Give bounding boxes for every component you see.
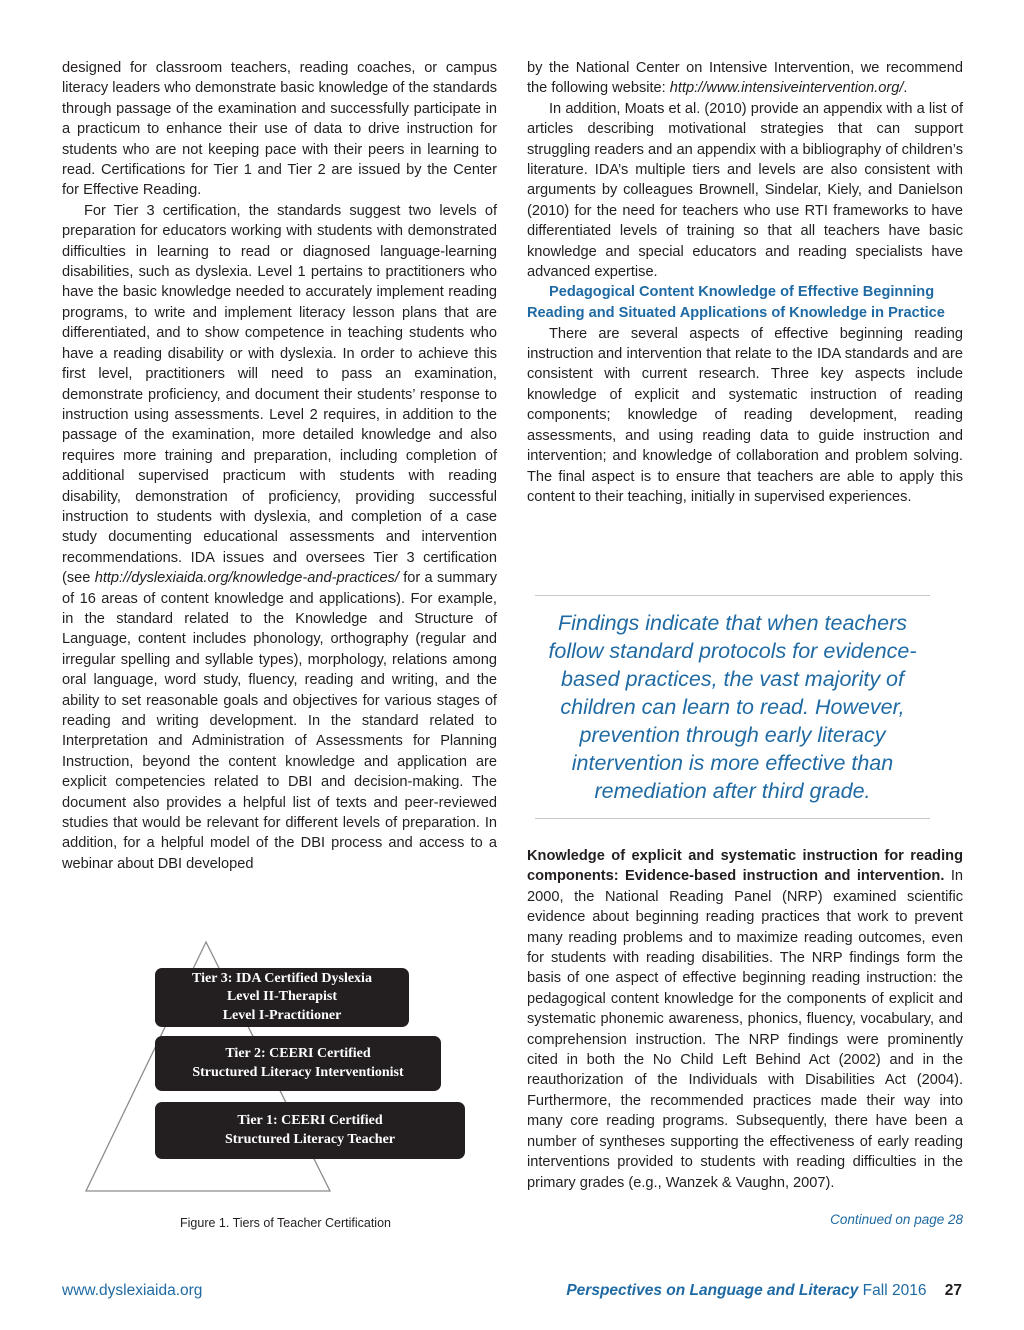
- right-paragraph-2: In addition, Moats et al. (2010) provide an appendix with a list of articles describing motivational strategies that can support struggling readers and an appendix with a bibliography of children’s literature. IDA’s multiple tiers and levels are also consistent with arguments by colleagues Brownell, Sindelar, Kiely, and Danielson (2010) for the need for teachers who use RTI frameworks to have differentiated levels of training so that all teachers have basic knowledge and special educators and reading specialists have advanced expertise.: [527, 100, 963, 281]
- tier-2-line-1: Tier 2: CEERI Certified: [225, 1046, 371, 1061]
- tier-1-box: [155, 1102, 465, 1159]
- left-paragraph-2-text-b: for a summary of 16 areas of content knowledge and applications). For example, in the standard related to the Knowledge and Structure of Language, content includes phonology, orthography (regular and irregular spelling and syllable types), morphology, relations among oral language, word study, fluency, reading and writing, and the ability to set reasonable goals and objectives for various stages of reading and writing development. In the standard related to Interpretation and Administration of Assessments for Planning Instruction, beyond the content knowledge and application are explicit competencies related to DBI and decision-making. The document also provides a helpful list of texts and peer-reviewed studies that would be relevant for different levels of preparation. In addition, for a helpful model of the DBI process and access to a webinar about DBI developed: [62, 570, 497, 872]
- tier-3-line-2: Level II-Therapist: [226, 989, 338, 1005]
- tier-3-box: [155, 968, 409, 1027]
- footer-website[interactable]: www.dyslexiaida.org: [62, 1282, 203, 1299]
- left-column: [62, 58, 497, 874]
- journal-issue: Fall 2016: [862, 1282, 927, 1299]
- tiers-figure: [84, 940, 484, 1200]
- subsection: [527, 846, 963, 1193]
- left-paragraph-1: designed for classroom teachers, reading coaches, or campus literacy leaders who demonstrate basic knowledge of the standards through passage of the examination and successfully participate in a practicum to enhance their use of data to drive instruction for students who are not keeping pace with their peers in learning to read. Certifications for Tier 1 and Tier 2 are issued by the Center for Effective Reading.: [62, 60, 497, 199]
- right-paragraph-3: There are several aspects of effective beginning reading instruction and intervention that relate to the IDA standards and are consistent with current research. Three key aspects include knowledge of explicit and systematic instruction of reading components; knowledge of reading development, reading assessments, and using reading data to guide instruction and intervention; and knowledge of collaboration and problem solving. The final aspect is to ensure that teachers are able to apply this content to their teaching, initially in supervised experiences.: [527, 325, 963, 505]
- tier-2-box: [155, 1036, 441, 1091]
- tier-1-line-1: Tier 1: CEERI Certified: [237, 1113, 383, 1128]
- figure-caption: Figure 1. Tiers of Teacher Certification: [180, 1216, 391, 1230]
- ida-knowledge-link[interactable]: http://dyslexiaida.org/knowledge-and-practices/: [94, 570, 399, 587]
- footer-journal-info: [566, 1282, 962, 1300]
- tier-3-line-3: Level I-Practitioner: [222, 1007, 342, 1023]
- right-paragraph-1-text-a: by the National Center on Intensive Intervention, we recommend the following website:: [527, 60, 963, 97]
- subsection-paragraph: [527, 846, 963, 1193]
- intensive-intervention-link[interactable]: http://www.intensiveintervention.org/: [669, 80, 904, 97]
- continued-note: Continued on page 28: [830, 1212, 963, 1227]
- right-paragraph-1-text-b: .: [903, 80, 908, 97]
- journal-title: Perspectives on Language and Literacy: [566, 1282, 859, 1299]
- right-column: [527, 58, 963, 507]
- tier-3-line-1: Tier 3: IDA Certified Dyslexia: [192, 970, 372, 986]
- pull-quote: [535, 595, 930, 819]
- tier-1-line-2: Structured Literacy Teacher: [224, 1131, 396, 1147]
- subsection-lead: Knowledge of explicit and systematic instruction for reading components: Evidence-based instruction and intervention.: [527, 848, 963, 885]
- right-paragraph-1: [527, 58, 963, 99]
- page-number: 27: [944, 1282, 962, 1299]
- left-paragraph-2-text-a: For Tier 3 certification, the standards suggest two levels of preparation for educators working with students with demonstrated difficulties in learning to read or diagnosed language-learning disabilities, such as dyslexia. Level 1 pertains to practitioners who have the basic knowledge needed to accurately implement reading programs, to write and implement literacy lesson plans that are differentiated, and to show competence in teaching students who have a reading disability or with dyslexia. In order to achieve this first level, practitioners will need to pass an examination, demonstrate proficiency, and document their students’ response to instruction using assessments. Level 2 requires, in addition to the passage of the examination, more detailed knowledge and also requires more training and preparation, including completion of additional supervised practicum with students with reading disability, demonstration of proficiency, providing successful instruction to students with dyslexia, and completion of a case study documenting educational assessments and intervention recommendations. IDA issues and oversees Tier 3 certification (see: [62, 202, 497, 587]
- subsection-body: In 2000, the National Reading Panel (NRP) examined scientific evidence about beginning reading practices that work to prevent many reading problems and to maximize reading outcomes, even for students with reading disabilities. The NRP findings form the basis of one aspect of effective beginning reading instruction: the pedagogical content knowledge for the components of explicit and systematic phonemic awareness, phonics, fluency, vocabulary, and comprehension instruction. The NRP findings were prominently cited in both the No Child Left Behind Act (2002) and in the reauthorization of the Individuals with Disabilities Act (2004). Furthermore, the recommended practices made their way into many core reading programs. Subsequently, there have been a number of syntheses supporting the effectiveness of early reading interventions provided to students with reading difficulties in the primary grades (e.g., Wanzek & Vaughn, 2007).: [527, 868, 963, 1191]
- pull-quote-text: Findings indicate that when teachers follow standard protocols for evidence-based practices, the vast majority of children can learn to read. However, prevention through early literacy intervention is more effective than remediation after third grade.: [548, 611, 917, 803]
- tier-2-line-2: Structured Literacy Interventionist: [192, 1064, 404, 1080]
- section-heading: Pedagogical Content Knowledge of Effective Beginning Reading and Situated Applications of Knowledge in Practice: [527, 284, 945, 322]
- left-paragraph-2: [62, 201, 497, 874]
